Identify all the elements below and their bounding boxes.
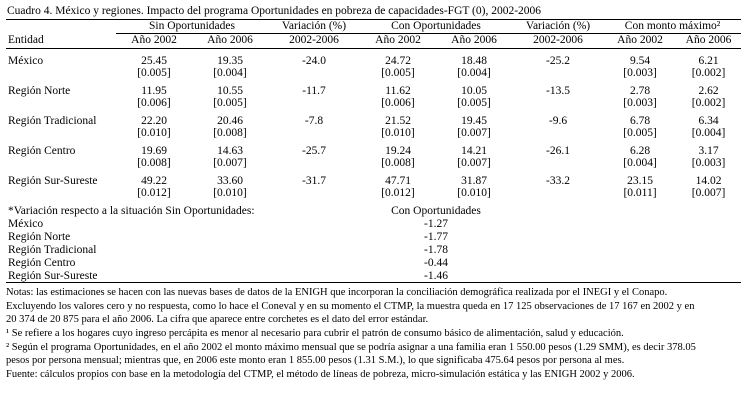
cell-stderr: [0.003] — [691, 157, 726, 169]
variation-name: México — [8, 218, 44, 230]
column-header-con-2002: Año 2002 — [360, 34, 436, 49]
cell-value: 2.62 — [698, 85, 719, 97]
group-header-con-oportunidades: Con Oportunidades — [360, 20, 512, 34]
cell-stderr: [0.002] — [691, 67, 726, 79]
column-header-entidad: Entidad — [6, 34, 116, 49]
cell-value: -13.5 — [546, 85, 570, 97]
cell-stderr: [0.004] — [623, 157, 657, 169]
cell-stderr: [0.010] — [457, 187, 491, 199]
cell-stderr: [0.007] — [213, 157, 247, 169]
cell-stderr: [0.010] — [137, 127, 171, 139]
variation-name: Región Centro — [8, 257, 76, 269]
cell-value: 6.78 — [629, 115, 651, 127]
cell-stderr — [268, 97, 360, 109]
cell-value: 9.54 — [629, 55, 651, 67]
cell-stderr: [0.006] — [137, 97, 171, 109]
table-row-stderr — [6, 97, 741, 109]
variation-block-header — [6, 199, 741, 217]
column-header-sin-2006: Año 2006 — [192, 34, 268, 49]
notes-line-2: Excluyendo los valores cero y no respuesta, como lo hace el Coneval y en su momento el CTMP, la muestra queda en 17 125 observaciones de 17 167 en 2002 y en — [6, 300, 695, 312]
cell-value: 24.72 — [385, 55, 411, 67]
variation-row — [6, 217, 741, 230]
table-row — [6, 169, 741, 187]
cell-value: 19.24 — [385, 145, 411, 157]
cell-stderr: [0.012] — [137, 187, 171, 199]
cell-value: 10.05 — [461, 85, 487, 97]
cell-stderr: [0.008] — [381, 157, 415, 169]
group-header-variacion-2: Variación (%) — [512, 20, 604, 34]
cell-value: 18.48 — [461, 55, 487, 67]
table-row — [6, 49, 741, 68]
variation-value: -0.44 — [424, 257, 448, 269]
cell-value: -25.7 — [302, 145, 326, 157]
cell-stderr: [0.007] — [457, 157, 491, 169]
cell-value: -7.8 — [304, 115, 324, 127]
cell-stderr: [0.004] — [457, 67, 491, 79]
column-header-con-2006: Año 2006 — [436, 34, 512, 49]
cell-stderr: [0.007] — [691, 187, 726, 199]
cell-stderr — [268, 157, 360, 169]
cell-stderr: [0.012] — [381, 187, 415, 199]
cell-stderr: [0.005] — [137, 67, 171, 79]
cell-stderr: [0.005] — [623, 127, 657, 139]
footnote-2-line-1: ² Según el programa Oportunidades, en el año 2002 el monto máximo mensual que se podría asignar a una familia eran 1 550.00 pesos (1.29 SMM), es decir 378.05 — [6, 341, 696, 353]
cell-value: 3.17 — [698, 145, 719, 157]
column-header-var1-periodo: 2002-2006 — [268, 34, 360, 49]
cell-stderr: [0.011] — [623, 187, 657, 199]
variation-row — [6, 243, 741, 256]
cell-value: 14.21 — [461, 145, 487, 157]
source-line: Fuente: cálculos propios con base en la metodología del CTMP, el método de líneas de pobreza, micro-simulación estática y las ENIGH 2002 y 2006. — [6, 368, 635, 380]
table-row-stderr — [6, 157, 741, 169]
variation-value: -1.78 — [424, 244, 448, 256]
table-row-stderr — [6, 127, 741, 139]
header-sub-row — [6, 34, 741, 49]
cell-stderr — [512, 157, 604, 169]
footnotes — [6, 286, 741, 381]
notes-line-3: 20 374 de 20 875 para el año 2006. La cifra que aparece entre corchetes es el dato del error estándar. — [6, 314, 429, 326]
cell-stderr: [0.005] — [213, 97, 247, 109]
cell-stderr — [268, 67, 360, 79]
variation-name: Región Norte — [8, 231, 71, 243]
column-header-var2-periodo: 2002-2006 — [512, 34, 604, 49]
cell-value: 14.63 — [217, 145, 243, 157]
cell-value: 31.87 — [461, 175, 487, 187]
cell-value: 20.46 — [217, 115, 243, 127]
table-row — [6, 79, 741, 97]
row-label: México — [8, 55, 44, 67]
cell-stderr — [268, 127, 360, 139]
variation-title: *Variación respecto a la situación Sin Oportunidades: — [8, 205, 255, 217]
cell-stderr: [0.005] — [457, 97, 491, 109]
cell-stderr: [0.006] — [381, 97, 415, 109]
row-label: Región Norte — [8, 85, 71, 97]
cell-stderr — [512, 187, 604, 199]
row-label: Región Sur-Sureste — [8, 175, 98, 187]
group-header-con-monto-maximo: Con monto máximo² — [604, 20, 741, 34]
column-header-sin-2002: Año 2002 — [116, 34, 192, 49]
table-row — [6, 109, 741, 127]
table-row — [6, 139, 741, 157]
row-label: Región Tradicional — [8, 115, 97, 127]
cell-stderr: [0.004] — [213, 67, 247, 79]
table-row-stderr — [6, 187, 741, 199]
variation-name: Región Sur-Sureste — [6, 269, 268, 283]
cell-value: 2.78 — [629, 85, 651, 97]
cell-value: 10.55 — [217, 85, 243, 97]
cell-value: 14.02 — [695, 175, 722, 187]
cell-value: 49.22 — [141, 175, 167, 187]
table-caption: Cuadro 4. México y regiones. Impacto del programa Oportunidades en pobreza de capacidades-FGT (0), 2002-2006 — [7, 5, 542, 17]
column-header-monto-2002: Año 2002 — [604, 34, 676, 49]
cell-stderr — [512, 97, 604, 109]
cell-value: -11.7 — [302, 85, 326, 97]
cell-stderr: [0.010] — [381, 127, 415, 139]
cell-stderr: [0.010] — [213, 187, 247, 199]
variation-value: -1.46 — [360, 269, 512, 283]
cell-stderr: [0.004] — [691, 127, 726, 139]
cell-stderr — [268, 187, 360, 199]
footnote-2-line-2: pesos por persona mensual; mientras que, en 2006 este monto eran 1 855.00 pesos (1.31 S.M.), lo que significaba 475.64 pesos por persona al mes. — [6, 355, 625, 367]
cell-stderr — [512, 67, 604, 79]
cell-stderr: [0.008] — [137, 157, 171, 169]
cell-stderr — [512, 127, 604, 139]
cell-value: 6.21 — [698, 55, 719, 67]
cell-value: -26.1 — [546, 145, 570, 157]
table-row-stderr — [6, 67, 741, 79]
cell-value: 47.71 — [385, 175, 411, 187]
cell-value: 25.45 — [141, 55, 167, 67]
cell-stderr: [0.005] — [381, 67, 415, 79]
cell-stderr: [0.007] — [457, 127, 491, 139]
cell-value: 23.15 — [627, 175, 653, 187]
variation-value: -1.77 — [424, 231, 448, 243]
cell-value: -33.2 — [546, 175, 570, 187]
footnote-1: ¹ Se refiere a los hogares cuyo ingreso percápita es menor al necesario para cubrir el patrón de consumo básico de alimentación, salud y educación. — [6, 327, 624, 339]
cell-value: 11.95 — [141, 85, 167, 97]
cell-stderr: [0.003] — [623, 97, 657, 109]
cell-value: 19.69 — [141, 145, 167, 157]
row-label: Región Centro — [8, 145, 76, 157]
variation-value: -1.27 — [424, 218, 448, 230]
results-table — [6, 19, 741, 283]
cell-value: 6.34 — [698, 115, 719, 127]
notes-line-1: Notas: las estimaciones se hacen con las nuevas bases de datos de la ENIGH que incorporan la conciliación demográfica realizada por el INEGI y el Conapo. — [6, 287, 668, 298]
cell-stderr: [0.008] — [213, 127, 247, 139]
cell-value: -31.7 — [302, 175, 326, 187]
cell-value: 19.35 — [217, 55, 243, 67]
variation-name: Región Tradicional — [8, 244, 97, 256]
cell-value: -25.2 — [546, 55, 570, 67]
column-header-monto-2006: Año 2006 — [676, 34, 741, 49]
cell-value: 19.45 — [461, 115, 487, 127]
cell-value: 33.60 — [217, 175, 243, 187]
cell-value: 21.52 — [385, 115, 411, 127]
cell-value: 11.62 — [385, 85, 411, 97]
group-header-sin-oportunidades: Sin Oportunidades — [116, 20, 268, 34]
group-header-variacion-1: Variación (%) — [268, 20, 360, 34]
cell-value: 6.28 — [629, 145, 651, 157]
cell-value: -24.0 — [302, 55, 326, 67]
cell-stderr: [0.003] — [623, 67, 657, 79]
variation-row — [6, 269, 741, 283]
variation-row — [6, 256, 741, 269]
variation-column-label: Con Oportunidades — [391, 205, 481, 217]
cell-value: -9.6 — [548, 115, 568, 127]
header-group-row — [6, 20, 741, 34]
cell-value: 22.20 — [141, 115, 167, 127]
variation-row — [6, 230, 741, 243]
cell-stderr: [0.002] — [691, 97, 726, 109]
